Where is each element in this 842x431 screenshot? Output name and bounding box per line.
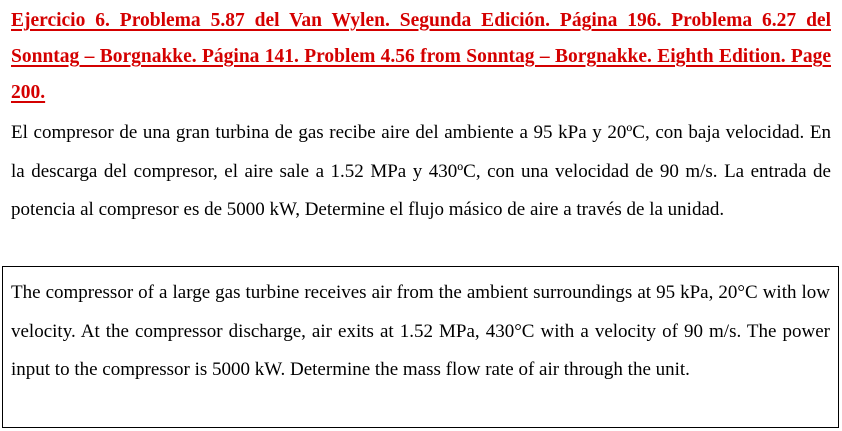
english-problem-box: [2, 266, 839, 428]
spanish-problem-statement: El compresor de una gran turbina de gas recibe aire del ambiente a 95 kPa y 20ºC, con baja velocidad. En la descarga del compresor, el aire sale a 1.52 MPa y 430ºC, con una velocidad de 90 m/s. La entrada de potencia al compresor es de 5000 kW, Determine el flujo másico de aire a través de la unidad.: [11, 122, 831, 220]
english-problem-statement: The compressor of a large gas turbine receives air from the ambient surroundings at 95 kPa, 20°C with low velocity. At the compressor discharge, air exits at 1.52 MPa, 430°C with a velocity of 90 m/s. The power input to the compressor is 5000 kW. Determine the mass flow rate of air through the unit.: [11, 282, 830, 380]
exercise-heading: Ejercicio 6. Problema 5.87 del Van Wylen. Segunda Edición. Página 196. Problema 6.27 del Sonntag – Borgnakke. Página 141. Problem 4.56 from Sonntag – Borgnakke. Eighth Edition. Page 200.: [11, 10, 831, 103]
